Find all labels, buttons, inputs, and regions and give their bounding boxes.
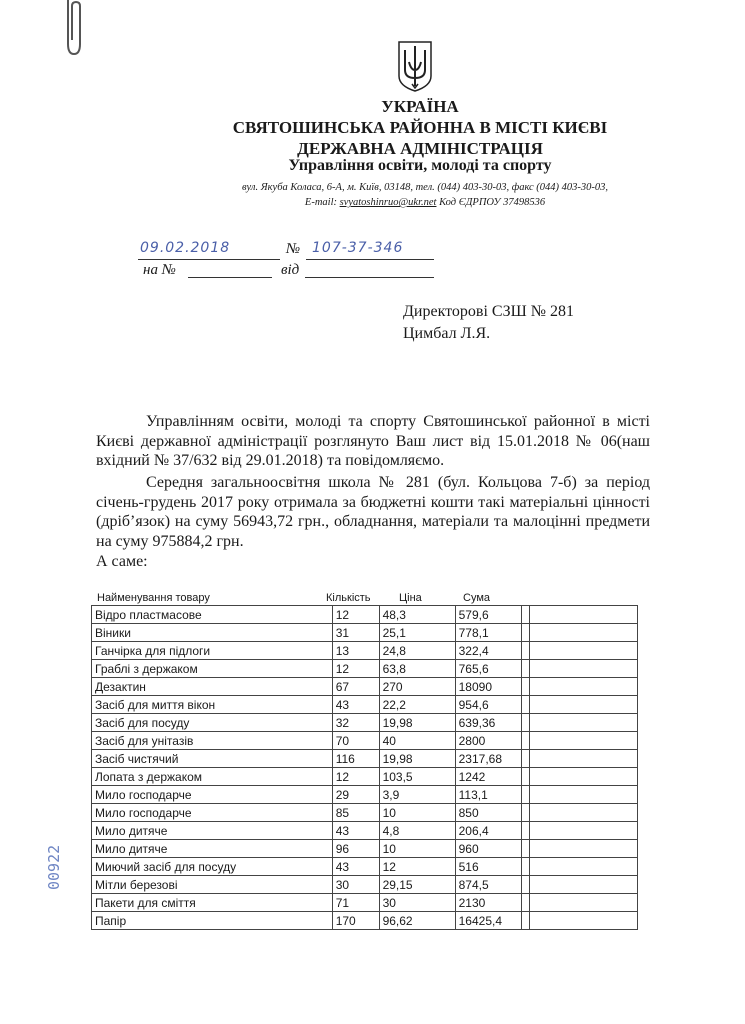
item-price-cell: 40 xyxy=(379,732,455,750)
empty-cell xyxy=(522,822,529,840)
header-address: вул. Якуба Коласа, 6-А, м. Київ, 03148, тел. (044) 403-30-03, факс (044) 403-30-03, xyxy=(241,182,609,193)
empty-cell xyxy=(529,642,637,660)
item-price-cell: 29,15 xyxy=(379,876,455,894)
empty-cell xyxy=(522,894,529,912)
item-price-cell: 63,8 xyxy=(379,660,455,678)
item-price-cell: 3,9 xyxy=(379,786,455,804)
item-sum-cell: 516 xyxy=(455,858,522,876)
empty-cell xyxy=(522,786,529,804)
item-sum-cell: 113,1 xyxy=(455,786,522,804)
empty-cell xyxy=(522,714,529,732)
trident-icon xyxy=(397,40,433,92)
item-sum-cell: 1242 xyxy=(455,768,522,786)
item-quantity-cell: 85 xyxy=(332,804,379,822)
empty-cell xyxy=(522,678,529,696)
item-price-cell: 25,1 xyxy=(379,624,455,642)
table-row xyxy=(92,786,638,804)
item-price-cell: 24,8 xyxy=(379,642,455,660)
table-row xyxy=(92,768,638,786)
empty-cell xyxy=(522,660,529,678)
items-table xyxy=(91,605,638,930)
item-price-cell: 270 xyxy=(379,678,455,696)
item-price-cell: 19,98 xyxy=(379,750,455,768)
item-sum-cell: 579,6 xyxy=(455,606,522,624)
item-sum-cell: 765,6 xyxy=(455,660,522,678)
namely-label: А саме: xyxy=(96,553,148,570)
item-name-cell: Мило господарче xyxy=(92,804,333,822)
item-name-cell: Лопата з держаком xyxy=(92,768,333,786)
item-name-cell: Мило дитяче xyxy=(92,840,333,858)
body-paragraph-1: Управлінням освіти, молоді та спорту Святошинської районної в місті Києві державної адміністрації розглянуто Ваш лист від 15.01.2018 № 06(наш вхідний № 37/632 від 29.01.2018) та повідомляємо. xyxy=(96,413,650,469)
item-sum-cell: 206,4 xyxy=(455,822,522,840)
item-sum-cell: 16425,4 xyxy=(455,912,522,930)
item-name-cell: Дезактин xyxy=(92,678,333,696)
table-row xyxy=(92,804,638,822)
empty-cell xyxy=(529,840,637,858)
item-quantity-cell: 67 xyxy=(332,678,379,696)
header-department: Управління освіти, молоді та спорту xyxy=(288,157,552,174)
item-name-cell: Пакети для сміття xyxy=(92,894,333,912)
item-quantity-cell: 30 xyxy=(332,876,379,894)
col-header-price: Ціна xyxy=(399,592,422,604)
empty-cell xyxy=(522,768,529,786)
header-admin-line1: СВЯТОШИНСЬКА РАЙОННА В МІСТІ КИЄВІ xyxy=(232,118,608,137)
empty-cell xyxy=(529,858,637,876)
item-name-cell: Папір xyxy=(92,912,333,930)
item-quantity-cell: 71 xyxy=(332,894,379,912)
header-contacts xyxy=(175,195,675,210)
reply-underline xyxy=(188,277,272,278)
body-paragraph-2: Середня загальноосвітня школа № 281 (бул. Кольцова 7-б) за період січень-грудень 2017 року отримала за бюджетні кошти такі матеріальні цінності (дріб’язок) на суму 56943,72 грн., обладнання, матеріали та малоцінні предмети на суму 975884,2 грн. xyxy=(96,474,650,550)
header-admin-line2: ДЕРЖАВНА АДМІНІСТРАЦІЯ xyxy=(297,139,543,158)
empty-cell xyxy=(529,822,637,840)
table-row xyxy=(92,642,638,660)
empty-cell xyxy=(522,696,529,714)
table-row xyxy=(92,732,638,750)
empty-cell xyxy=(522,642,529,660)
item-quantity-cell: 43 xyxy=(332,696,379,714)
item-quantity-cell: 32 xyxy=(332,714,379,732)
empty-cell xyxy=(529,912,637,930)
empty-cell xyxy=(529,696,637,714)
empty-cell xyxy=(529,714,637,732)
empty-cell xyxy=(529,750,637,768)
item-quantity-cell: 116 xyxy=(332,750,379,768)
item-price-cell: 10 xyxy=(379,840,455,858)
item-price-cell: 30 xyxy=(379,894,455,912)
item-sum-cell: 778,1 xyxy=(455,624,522,642)
table-row xyxy=(92,912,638,930)
empty-cell xyxy=(529,606,637,624)
item-sum-cell: 2800 xyxy=(455,732,522,750)
empty-cell xyxy=(529,660,637,678)
date-underline xyxy=(138,259,280,260)
item-price-cell: 48,3 xyxy=(379,606,455,624)
table-row xyxy=(92,696,638,714)
empty-cell xyxy=(522,750,529,768)
table-row xyxy=(92,876,638,894)
empty-cell xyxy=(522,912,529,930)
table-row xyxy=(92,624,638,642)
item-price-cell: 103,5 xyxy=(379,768,455,786)
item-quantity-cell: 31 xyxy=(332,624,379,642)
empty-cell xyxy=(529,678,637,696)
addressee-name: Цимбал Л.Я. xyxy=(403,325,491,342)
item-name-cell: Граблі з держаком xyxy=(92,660,333,678)
item-sum-cell: 639,36 xyxy=(455,714,522,732)
item-quantity-cell: 29 xyxy=(332,786,379,804)
empty-cell xyxy=(529,624,637,642)
item-price-cell: 96,62 xyxy=(379,912,455,930)
table-row xyxy=(92,840,638,858)
item-quantity-cell: 70 xyxy=(332,732,379,750)
item-sum-cell: 960 xyxy=(455,840,522,858)
item-price-cell: 12 xyxy=(379,858,455,876)
addressee-title: Директорові СЗШ № 281 xyxy=(403,303,575,320)
table-row xyxy=(92,678,638,696)
item-quantity-cell: 12 xyxy=(332,606,379,624)
number-underline xyxy=(306,259,434,260)
empty-cell xyxy=(529,804,637,822)
item-name-cell: Засіб чистячий xyxy=(92,750,333,768)
paperclip-icon xyxy=(62,0,84,58)
empty-cell xyxy=(522,840,529,858)
item-name-cell: Ганчірка для підлоги xyxy=(92,642,333,660)
item-price-cell: 10 xyxy=(379,804,455,822)
edrpou-code: Код ЄДРПОУ 37498536 xyxy=(439,197,546,208)
table-row xyxy=(92,606,638,624)
item-quantity-cell: 12 xyxy=(332,660,379,678)
table-row xyxy=(92,822,638,840)
item-name-cell: Віники xyxy=(92,624,333,642)
col-header-name: Найменування товару xyxy=(97,592,210,604)
empty-cell xyxy=(529,894,637,912)
item-name-cell: Миючий засіб для посуду xyxy=(92,858,333,876)
item-sum-cell: 18090 xyxy=(455,678,522,696)
item-name-cell: Відро пластмасове xyxy=(92,606,333,624)
item-sum-cell: 954,6 xyxy=(455,696,522,714)
item-quantity-cell: 170 xyxy=(332,912,379,930)
table-row xyxy=(92,660,638,678)
empty-cell xyxy=(522,732,529,750)
item-sum-cell: 322,4 xyxy=(455,642,522,660)
email-label: E-mail: xyxy=(304,197,337,208)
empty-cell xyxy=(529,786,637,804)
empty-cell xyxy=(522,624,529,642)
empty-cell xyxy=(529,876,637,894)
item-name-cell: Мило дитяче xyxy=(92,822,333,840)
item-quantity-cell: 13 xyxy=(332,642,379,660)
empty-cell xyxy=(529,768,637,786)
table-row xyxy=(92,858,638,876)
col-header-sum: Сума xyxy=(463,592,491,604)
registration-stamp: 00922 xyxy=(45,844,63,890)
table-row xyxy=(92,750,638,768)
registration-number: 107-37-346 xyxy=(312,240,404,256)
header-country: УКРАЇНА xyxy=(381,97,459,116)
empty-cell xyxy=(522,876,529,894)
empty-cell xyxy=(522,804,529,822)
table-row xyxy=(92,714,638,732)
email-link[interactable]: svyatoshinruo@ukr.net xyxy=(339,197,437,208)
item-quantity-cell: 96 xyxy=(332,840,379,858)
from-underline xyxy=(305,277,434,278)
item-price-cell: 22,2 xyxy=(379,696,455,714)
item-price-cell: 19,98 xyxy=(379,714,455,732)
item-quantity-cell: 12 xyxy=(332,768,379,786)
empty-cell xyxy=(522,606,529,624)
item-name-cell: Засіб для унітазів xyxy=(92,732,333,750)
item-sum-cell: 2317,68 xyxy=(455,750,522,768)
empty-cell xyxy=(529,732,637,750)
from-label: від xyxy=(281,262,300,278)
registration-date: 09.02.2018 xyxy=(140,240,231,256)
col-header-quantity: Кількість xyxy=(326,592,371,604)
table-row xyxy=(92,894,638,912)
item-sum-cell: 2130 xyxy=(455,894,522,912)
item-sum-cell: 874,5 xyxy=(455,876,522,894)
item-name-cell: Мило господарче xyxy=(92,786,333,804)
item-price-cell: 4,8 xyxy=(379,822,455,840)
item-name-cell: Засіб для миття вікон xyxy=(92,696,333,714)
item-quantity-cell: 43 xyxy=(332,858,379,876)
registration-number-label: № xyxy=(286,241,301,257)
item-name-cell: Мітли березові xyxy=(92,876,333,894)
reply-label: на № xyxy=(143,262,176,278)
item-name-cell: Засіб для посуду xyxy=(92,714,333,732)
item-quantity-cell: 43 xyxy=(332,822,379,840)
empty-cell xyxy=(522,858,529,876)
item-sum-cell: 850 xyxy=(455,804,522,822)
